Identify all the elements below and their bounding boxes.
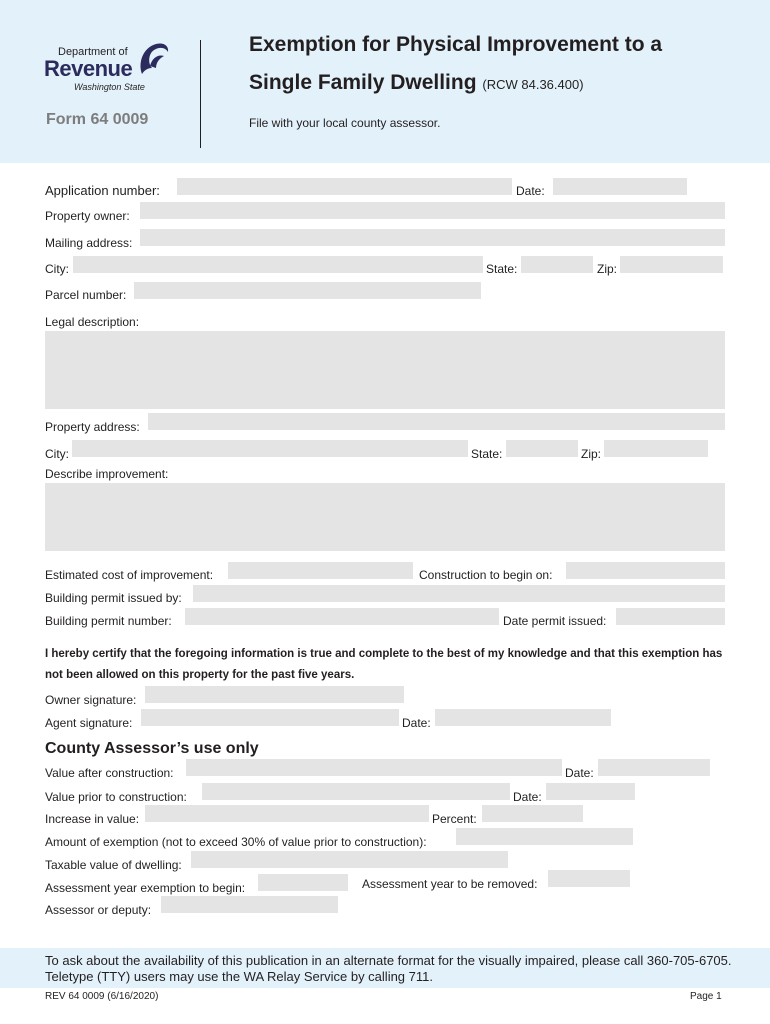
label-construction-begin: Construction to begin on: (419, 568, 553, 582)
label-owner-signature: Owner signature: (45, 693, 137, 707)
form-title-line1: Exemption for Physical Improvement to a (249, 33, 663, 56)
logo-revenue-text: Revenue (44, 56, 133, 81)
prop-zip-field[interactable] (604, 440, 708, 457)
increase-value-field[interactable] (145, 805, 429, 822)
value-prior-field[interactable] (202, 783, 510, 800)
header-divider (200, 40, 201, 148)
label-permit-number: Building permit number: (45, 614, 172, 628)
label-value-after-date: Date: (565, 766, 594, 780)
certification-statement: I hereby certify that the foregoing information is true and complete to the best of my knowledge and that this exemption has not been allowed on this property for the past five years. (45, 648, 723, 681)
label-prop-state: State: (471, 447, 503, 461)
label-mail-city: City: (45, 262, 69, 276)
label-agent-signature: Agent signature: (45, 716, 133, 730)
label-assessor: Assessor or deputy: (45, 903, 152, 917)
form-number: Form 64 0009 (46, 111, 149, 128)
describe-improvement-field[interactable] (45, 483, 725, 551)
label-increase-value: Increase in value: (45, 812, 140, 826)
label-agent-date: Date: (402, 716, 431, 730)
county-assessor-heading: County Assessor’s use only (45, 740, 259, 757)
parcel-number-field[interactable] (134, 282, 481, 299)
label-mail-zip: Zip: (597, 262, 618, 276)
form-title-line2 (249, 71, 584, 95)
prop-city-field[interactable] (72, 440, 468, 457)
label-year-removed: Assessment year to be removed: (362, 877, 538, 891)
year-removed-field[interactable] (548, 870, 630, 887)
agent-signature-field[interactable] (141, 709, 399, 726)
estimated-cost-field[interactable] (228, 562, 413, 579)
label-mail-state: State: (486, 262, 518, 276)
property-owner-field[interactable] (140, 202, 725, 219)
label-estimated-cost: Estimated cost of improvement: (45, 568, 214, 582)
prop-state-field[interactable] (506, 440, 578, 457)
accessibility-notice: To ask about the availability of this publication in an alternate format for the visually impaired, please call 360-705-6705. Teletype (TTY) users may use the WA Relay Service by calling 711. (45, 953, 732, 984)
mailing-address-field[interactable] (140, 229, 725, 246)
date-permit-issued-field[interactable] (616, 608, 725, 625)
label-value-after: Value after construction: (45, 766, 174, 780)
permit-issued-by-field[interactable] (193, 585, 725, 602)
label-value-prior-date: Date: (513, 790, 542, 804)
mail-state-field[interactable] (521, 256, 593, 273)
property-address-field[interactable] (148, 413, 725, 430)
mail-city-field[interactable] (73, 256, 483, 273)
value-after-date-field[interactable] (598, 759, 710, 776)
label-prop-zip: Zip: (581, 447, 602, 461)
dor-logo (44, 40, 174, 96)
label-prop-city: City: (45, 447, 69, 461)
logo-department-text: Department of (58, 46, 128, 58)
form-title-main: Single Family Dwelling (249, 71, 477, 94)
label-describe-improvement: Describe improvement: (45, 467, 169, 481)
year-begin-field[interactable] (258, 874, 348, 891)
logo-state-text: Washington State (74, 82, 145, 92)
rcw-reference: (RCW 84.36.400) (482, 77, 584, 92)
label-amount-exemption: Amount of exemption (not to exceed 30% of value prior to construction): (45, 835, 427, 849)
label-mailing-address: Mailing address: (45, 236, 133, 250)
label-application-date: Date: (516, 184, 545, 198)
agent-date-field[interactable] (435, 709, 611, 726)
percent-field[interactable] (482, 805, 583, 822)
assessor-field[interactable] (161, 896, 338, 913)
label-value-prior: Value prior to construction: (45, 790, 187, 804)
permit-number-field[interactable] (185, 608, 499, 625)
amount-exemption-field[interactable] (456, 828, 633, 845)
label-taxable-value: Taxable value of dwelling: (45, 858, 182, 872)
mail-zip-field[interactable] (620, 256, 723, 273)
label-property-address: Property address: (45, 420, 140, 434)
page-number: Page 1 (690, 991, 722, 1002)
owner-signature-field[interactable] (145, 686, 404, 703)
application-number-field[interactable] (177, 178, 512, 195)
taxable-value-field[interactable] (191, 851, 508, 868)
legal-description-field[interactable] (45, 331, 725, 409)
revenue-swoosh-logo-icon (136, 40, 170, 80)
label-date-permit-issued: Date permit issued: (503, 614, 607, 628)
revision-code: REV 64 0009 (6/16/2020) (45, 991, 159, 1002)
label-year-begin: Assessment year exemption to begin: (45, 881, 246, 895)
application-date-field[interactable] (553, 178, 687, 195)
label-property-owner: Property owner: (45, 209, 130, 223)
value-after-field[interactable] (186, 759, 562, 776)
label-percent: Percent: (432, 812, 477, 826)
construction-begin-field[interactable] (566, 562, 725, 579)
label-permit-issued-by: Building permit issued by: (45, 591, 182, 605)
file-note: File with your local county assessor. (249, 116, 441, 130)
label-legal-description: Legal description: (45, 315, 140, 329)
label-parcel-number: Parcel number: (45, 288, 127, 302)
label-application-number: Application number: (45, 183, 160, 198)
value-prior-date-field[interactable] (546, 783, 635, 800)
